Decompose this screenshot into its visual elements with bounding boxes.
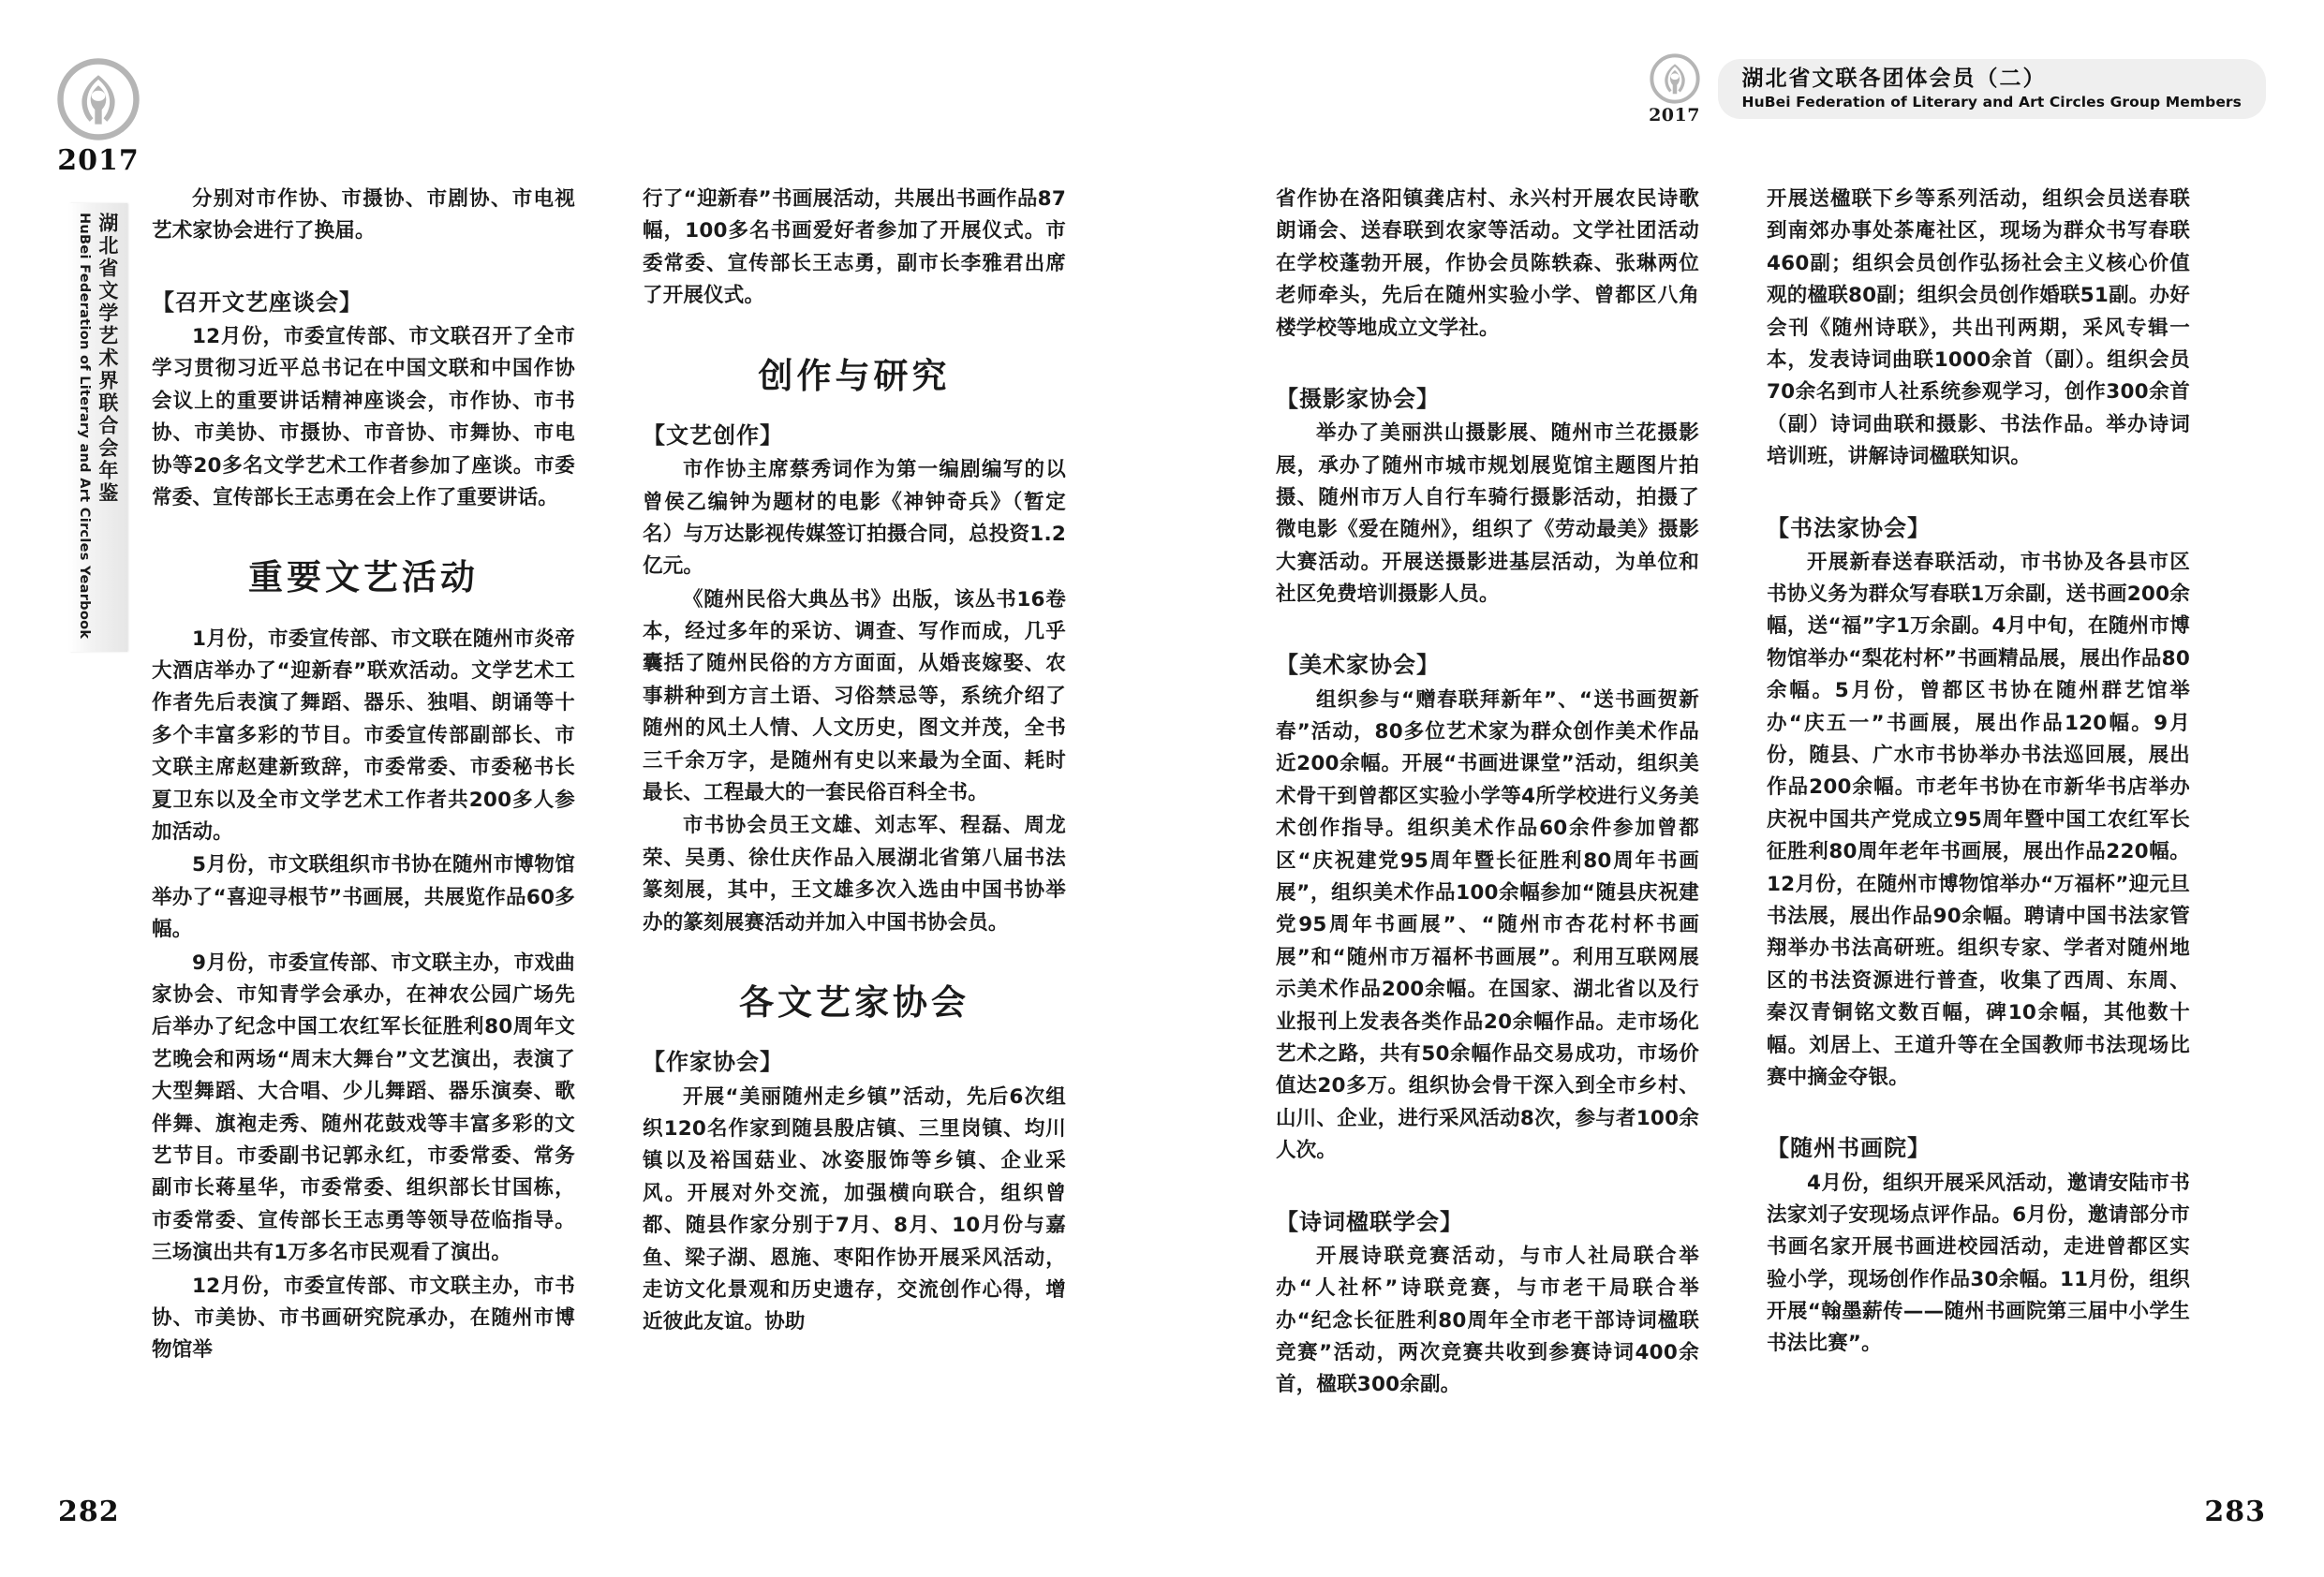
paragraph: 12月份，市委宣传部、市文联主办，市书协、市美协、市书画研究院承办，在随州市博物馆举 [152,1274,575,1363]
text-column-1 [152,184,575,1429]
paragraph: 开展诗联竞赛活动，与市人社局联合举办“人社杯”诗联竞赛，与市老干局联合举办“纪念长征胜利80周年全市老干部诗词楹联竞赛”活动，两次竞赛共收到参赛诗词400余首，楹联300余副。 [1276,1244,1699,1397]
running-head-title-en: HuBei Federation of Literary and Art Circles Group Members [1741,94,2242,111]
subsection-heading: 【随州书画院】 [1767,1135,1931,1162]
federation-logo-icon [55,56,141,142]
subsection-heading: 【文艺创作】 [643,421,783,449]
section-heading: 创作与研究 [758,355,951,396]
section-heading: 重要文艺活动 [248,557,479,598]
paragraph: 《随州民俗大典丛书》出版，该丛书16卷本，经过多年的采访、调查、写作而成，几乎囊括了随州民俗的方方面面，从婚丧嫁娶、农事耕种到方言土语、习俗禁忌等，系统介绍了随州的风土人情、人文历史，图文并茂，全书三千余万字，是随州有史以来最为全面、耗时最长、工程最大的一套民俗百科全书。 [643,587,1066,805]
paragraph: 4月份，组织开展采风活动，邀请安陆市书法家刘子安现场点评作品。6月份，邀请部分市书画名家开展书画进校园活动，走进曾都区实验小学，现场创作作品30余幅。11月份，组织开展“翰墨薪传——随州书画院第三届中小学生书法比赛”。 [1767,1171,2190,1356]
paragraph: 开展新春送春联活动，市书协及各县市区书协义务为群众写春联1万余副，送书画200余幅，送“福”字1万余副。4月中旬，在随州市博物馆举办“梨花村杯”书画精品展，展出作品80余幅。5月份，曾都区书协在随州群艺馆举办“庆五一”书画展，展出作品120幅。9月份，随县、广水市书协举办书法巡回展，展出作品200余幅。市老年书协在市新华书店举办庆祝中国共产党成立95周年暨中国工农红军长征胜利80周年老年书画展，展出作品220幅。12月份，在随州市博物馆举办“万福杯”迎元旦书法展，展出作品90余幅。聘请中国书法家管翔举办书法高研班。组织专家、学者对随州地区的书法资源进行普查，收集了西周、东周、秦汉青铜铭文数百幅，碑10余幅，其他数十幅。刘居上、王道升等在全国教师书法现场比赛中摘金夺银。 [1767,550,2190,1089]
paragraph: 行了“迎新春”书画展活动，共展出书画作品87幅，100多名书画爱好者参加了开展仪式。市委常委、宣传部长王志勇，副市长李雅君出席了开展仪式。 [643,187,1066,308]
paragraph: 12月份，市委宣传部、市文联召开了全市学习贯彻习近平总书记在中国文联和中国作协会议上的重要讲话精神座谈会，市作协、市书协、市美协、市摄协、市音协、市舞协、市电协等20多名文学艺术工作者参加了座谈。市委常委、宣传部长王志勇在会上作了重要讲话。 [152,324,575,509]
paragraph: 市作协主席蔡秀词作为第一编剧编写的以曾侯乙编钟为题材的电影《神钟奇兵》（暂定名）与万达影视传媒签订拍摄合同，总投资1.2亿元。 [643,458,1066,579]
text-column-3 [1276,184,1699,1429]
text-column-2 [643,184,1066,1429]
paragraph: 9月份，市委宣传部、市文联主办，市戏曲家协会、市知青学会承办，在神农公园广场先后举办了纪念中国工农红军长征胜利80周年文艺晚会和两场“周末大舞台”文艺演出，表演了大型舞蹈、大合唱、少儿舞蹈、器乐演奏、歌伴舞、旗袍走秀、随州花鼓戏等丰富多彩的文艺节目。市委副书记郭永红，市委常委、常务副市长蒋星华，市委常委、组织部长甘国栋，市委常委、宣传部长王志勇等领导莅临指导。三场演出共有1万多名市民观看了演出。 [152,951,575,1265]
spine-title-bar [69,203,127,652]
section-heading: 各文艺家协会 [739,982,970,1023]
subsection-heading: 【诗词楹联学会】 [1276,1208,1463,1235]
paragraph: 开展“美丽随州走乡镇”活动，先后6次组织120名作家到随县殷店镇、三里岗镇、均川镇以及裕国菇业、冰姿服饰等乡镇、企业采风。开展对外交流，加强横向联合，组织曾都、随县作家分别于7月、8月、10月份与嘉鱼、梁子湖、恩施、枣阳作协开展采风活动，走访文化景观和历史遗存，交流创作心得，增近彼此友谊。协助 [643,1084,1066,1334]
running-head-title-cn: 湖北省文联各团体会员（二） [1741,66,2047,91]
paragraph: 开展送楹联下乡等系列活动，组织会员送春联到南郊办事处茶庵社区，现场为群众书写春联460副；组织会员创作弘扬社会主义核心价值观的楹联80副；组织会员创作婚联51副。办好会刊《随州诗联》，共出刊两期，采风专辑一本，发表诗词曲联1000余首（副）。组织会员70余名到市人社系统参观学习，创作300余首（副）诗词曲联和摄影、书法作品。举办诗词培训班，讲解诗词楹联知识。 [1767,187,2190,469]
subsection-heading: 【美术家协会】 [1276,652,1440,679]
paragraph: 组织参与“赠春联拜新年”、“送书画贺新春”活动，80多位艺术家为群众创作美术作品近200余幅。开展“书画进课堂”活动，组织美术骨干到曾都区实验小学等4所学校进行义务美术创作指导。组织美术作品60余件参加曾都区“庆祝建党95周年暨长征胜利80周年书画展”，组织美术作品100余幅参加“随县庆祝建党95周年书画展”、“随州市杏花村杯书画展”和“随州市万福杯书画展”。利用互联网展示美术作品200余幅。在国家、湖北省以及行业报刊上发表各类作品20余幅作品。走市场化艺术之路，共有50余幅作品交易成功，市场价值达20多万。组织协会骨干深入到全市乡村、山川、企业，进行采风活动8次，参与者100余人次。 [1276,687,1699,1163]
paragraph: 分别对市作协、市摄协、市剧协、市电视艺术家协会进行了换届。 [152,187,575,243]
running-head [1645,52,2266,125]
paragraph: 1月份，市委宣传部、市文联在随州市炎帝大酒店举办了“迎新春”联欢活动。文学艺术工作者先后表演了舞蹈、器乐、独唱、朗诵等十多个丰富多彩的节目。市委宣传部副部长、市文联主席赵建新致辞，市委常委、市委秘书长夏卫东以及全市文学艺术工作者共200多人参加活动。 [152,626,575,845]
federation-logo-icon [1649,52,1701,105]
spine-title-cn: 湖北省文学艺术界联合会年鉴 [96,213,119,505]
paragraph: 5月份，市文联组织市书协在随州市博物馆举办了“喜迎寻根节”书画展，共展览作品60多幅。 [152,853,575,942]
subsection-heading: 【作家协会】 [643,1049,783,1076]
subsection-heading: 【书法家协会】 [1767,514,1931,541]
spine-title-en: HuBei Federation of Literary and Art Circles Yearbook [77,213,93,640]
subsection-heading: 【召开文艺座谈会】 [152,288,363,316]
paragraph: 举办了美丽洪山摄影展、随州市兰花摄影展，承办了随州市城市规划展览馆主题图片拍摄、随州市万人自行车骑行摄影活动，拍摄了微电影《爱在随州》，组织了《劳动最美》摄影大赛活动。开展送摄影进基层活动，为单位和社区免费培训摄影人员。 [1276,421,1699,607]
paragraph: 省作协在洛阳镇龚店村、永兴村开展农民诗歌朗诵会、送春联到农家等活动。文学社团活动在学校蓬勃开展，作协会员陈轶森、张琳两位老师牵头，先后在随州实验小学、曾都区八角楼学校等地成立文学社。 [1276,187,1699,340]
text-column-4 [1767,184,2190,1429]
paragraph: 市书协会员王文雄、刘志军、程磊、周龙荣、吴勇、徐仕庆作品入展湖北省第八届书法篆刻展，其中，王文雄多次入选由中国书协举办的篆刻展赛活动并加入中国书协会员。 [643,814,1066,935]
running-head-logo [1645,52,1705,125]
page-number-left: 282 [58,1496,120,1528]
spine-year: 2017 [57,144,140,177]
running-head-year: 2017 [1649,105,1700,125]
running-head-plate [1718,59,2266,120]
subsection-heading: 【摄影家协会】 [1276,385,1440,412]
spine-masthead [37,56,159,712]
page-number-right: 283 [2204,1496,2266,1528]
